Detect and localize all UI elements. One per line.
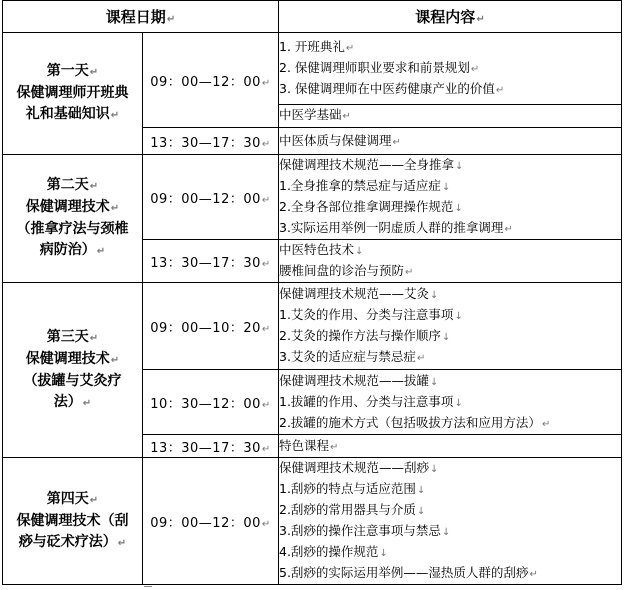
day1-time-morning: 09：00—12：00↵ (143, 33, 279, 128)
day1-title: 第一天↵ 保健调理师开班典 礼和基础知识↵ (3, 33, 143, 155)
day3-title: 第三天↵ 保健调理技术↵ （拔罐与艾灸疗 法）↵ (3, 283, 143, 458)
header-date: 课程日期↵ (3, 1, 279, 33)
day4-time-morning: 09：00—12：00↵ (143, 458, 279, 585)
day3-session2-content: 保健调理技术规范——拔罐↓ 1.拔罐的作用、分类与注意事项↓ 2.拔罐的施术方式（包括吸拔方法和应用方法）↵ (279, 370, 622, 435)
day1-afternoon-content: 中医体质与保健调理↵ (279, 128, 622, 155)
day1-time-afternoon: 13：30—17：30↵ (143, 128, 279, 155)
day1-row1 (3, 33, 622, 105)
table-bottom-tick (144, 586, 152, 588)
day1-morning-content-2: 中医学基础↵ (279, 104, 622, 127)
header-row (3, 1, 622, 33)
day3-row1 (3, 283, 622, 370)
day4-morning-content: 保健调理技术规范——刮痧↓ 1.刮痧的特点与适应范围↓ 2.刮痧的常用器具与介质↓ 3.刮痧的操作注意事项与禁忌↓ 4.刮痧的操作规范↓ 5.刮痧的实际运用举例——湿热质人群的刮痧↵ (279, 458, 622, 585)
day4-row1 (3, 458, 622, 585)
day2-afternoon-content: 中医特色技术↓ 腰椎间盘的诊治与预防↵ (279, 240, 622, 283)
day1-morning-content: 1. 开班典礼↵ 2. 保健调理师职业要求和前景规划↵ 3. 保健调理师在中医药健康产业的价值↵ (279, 33, 622, 105)
header-content: 课程内容↵ (279, 1, 622, 33)
day2-time-afternoon: 13：30—17：30↵ (143, 240, 279, 283)
day4-title: 第四天↵ 保健调理技术（刮 痧与砭术疗法）↵ (3, 458, 143, 585)
day2-row1 (3, 155, 622, 240)
day3-time-afternoon: 13：30—17：30↵ (143, 435, 279, 458)
day3-afternoon-content: 特色课程↵ (279, 435, 622, 458)
day2-morning-content: 保健调理技术规范——全身推拿↓ 1.全身推拿的禁忌症与适应症↓ 2.全身各部位推拿调理操作规范↓ 3.实际运用举例一阴虚质人群的推拿调理↵ (279, 155, 622, 240)
day3-time-session1: 09：00—10：20↵ (143, 283, 279, 370)
day3-session1-content: 保健调理技术规范——艾灸↓ 1.艾灸的作用、分类与注意事项↓ 2.艾灸的操作方法与操作顺序↓ 3.艾灸的适应症与禁忌症↵ (279, 283, 622, 370)
day2-time-morning: 09：00—12：00↵ (143, 155, 279, 240)
course-schedule-table (2, 0, 622, 585)
day2-title: 第二天↵ 保健调理技术↵ （推拿疗法与颈椎 病防治）↵ (3, 155, 143, 283)
day3-time-session2: 10：30—12：00↵ (143, 370, 279, 435)
